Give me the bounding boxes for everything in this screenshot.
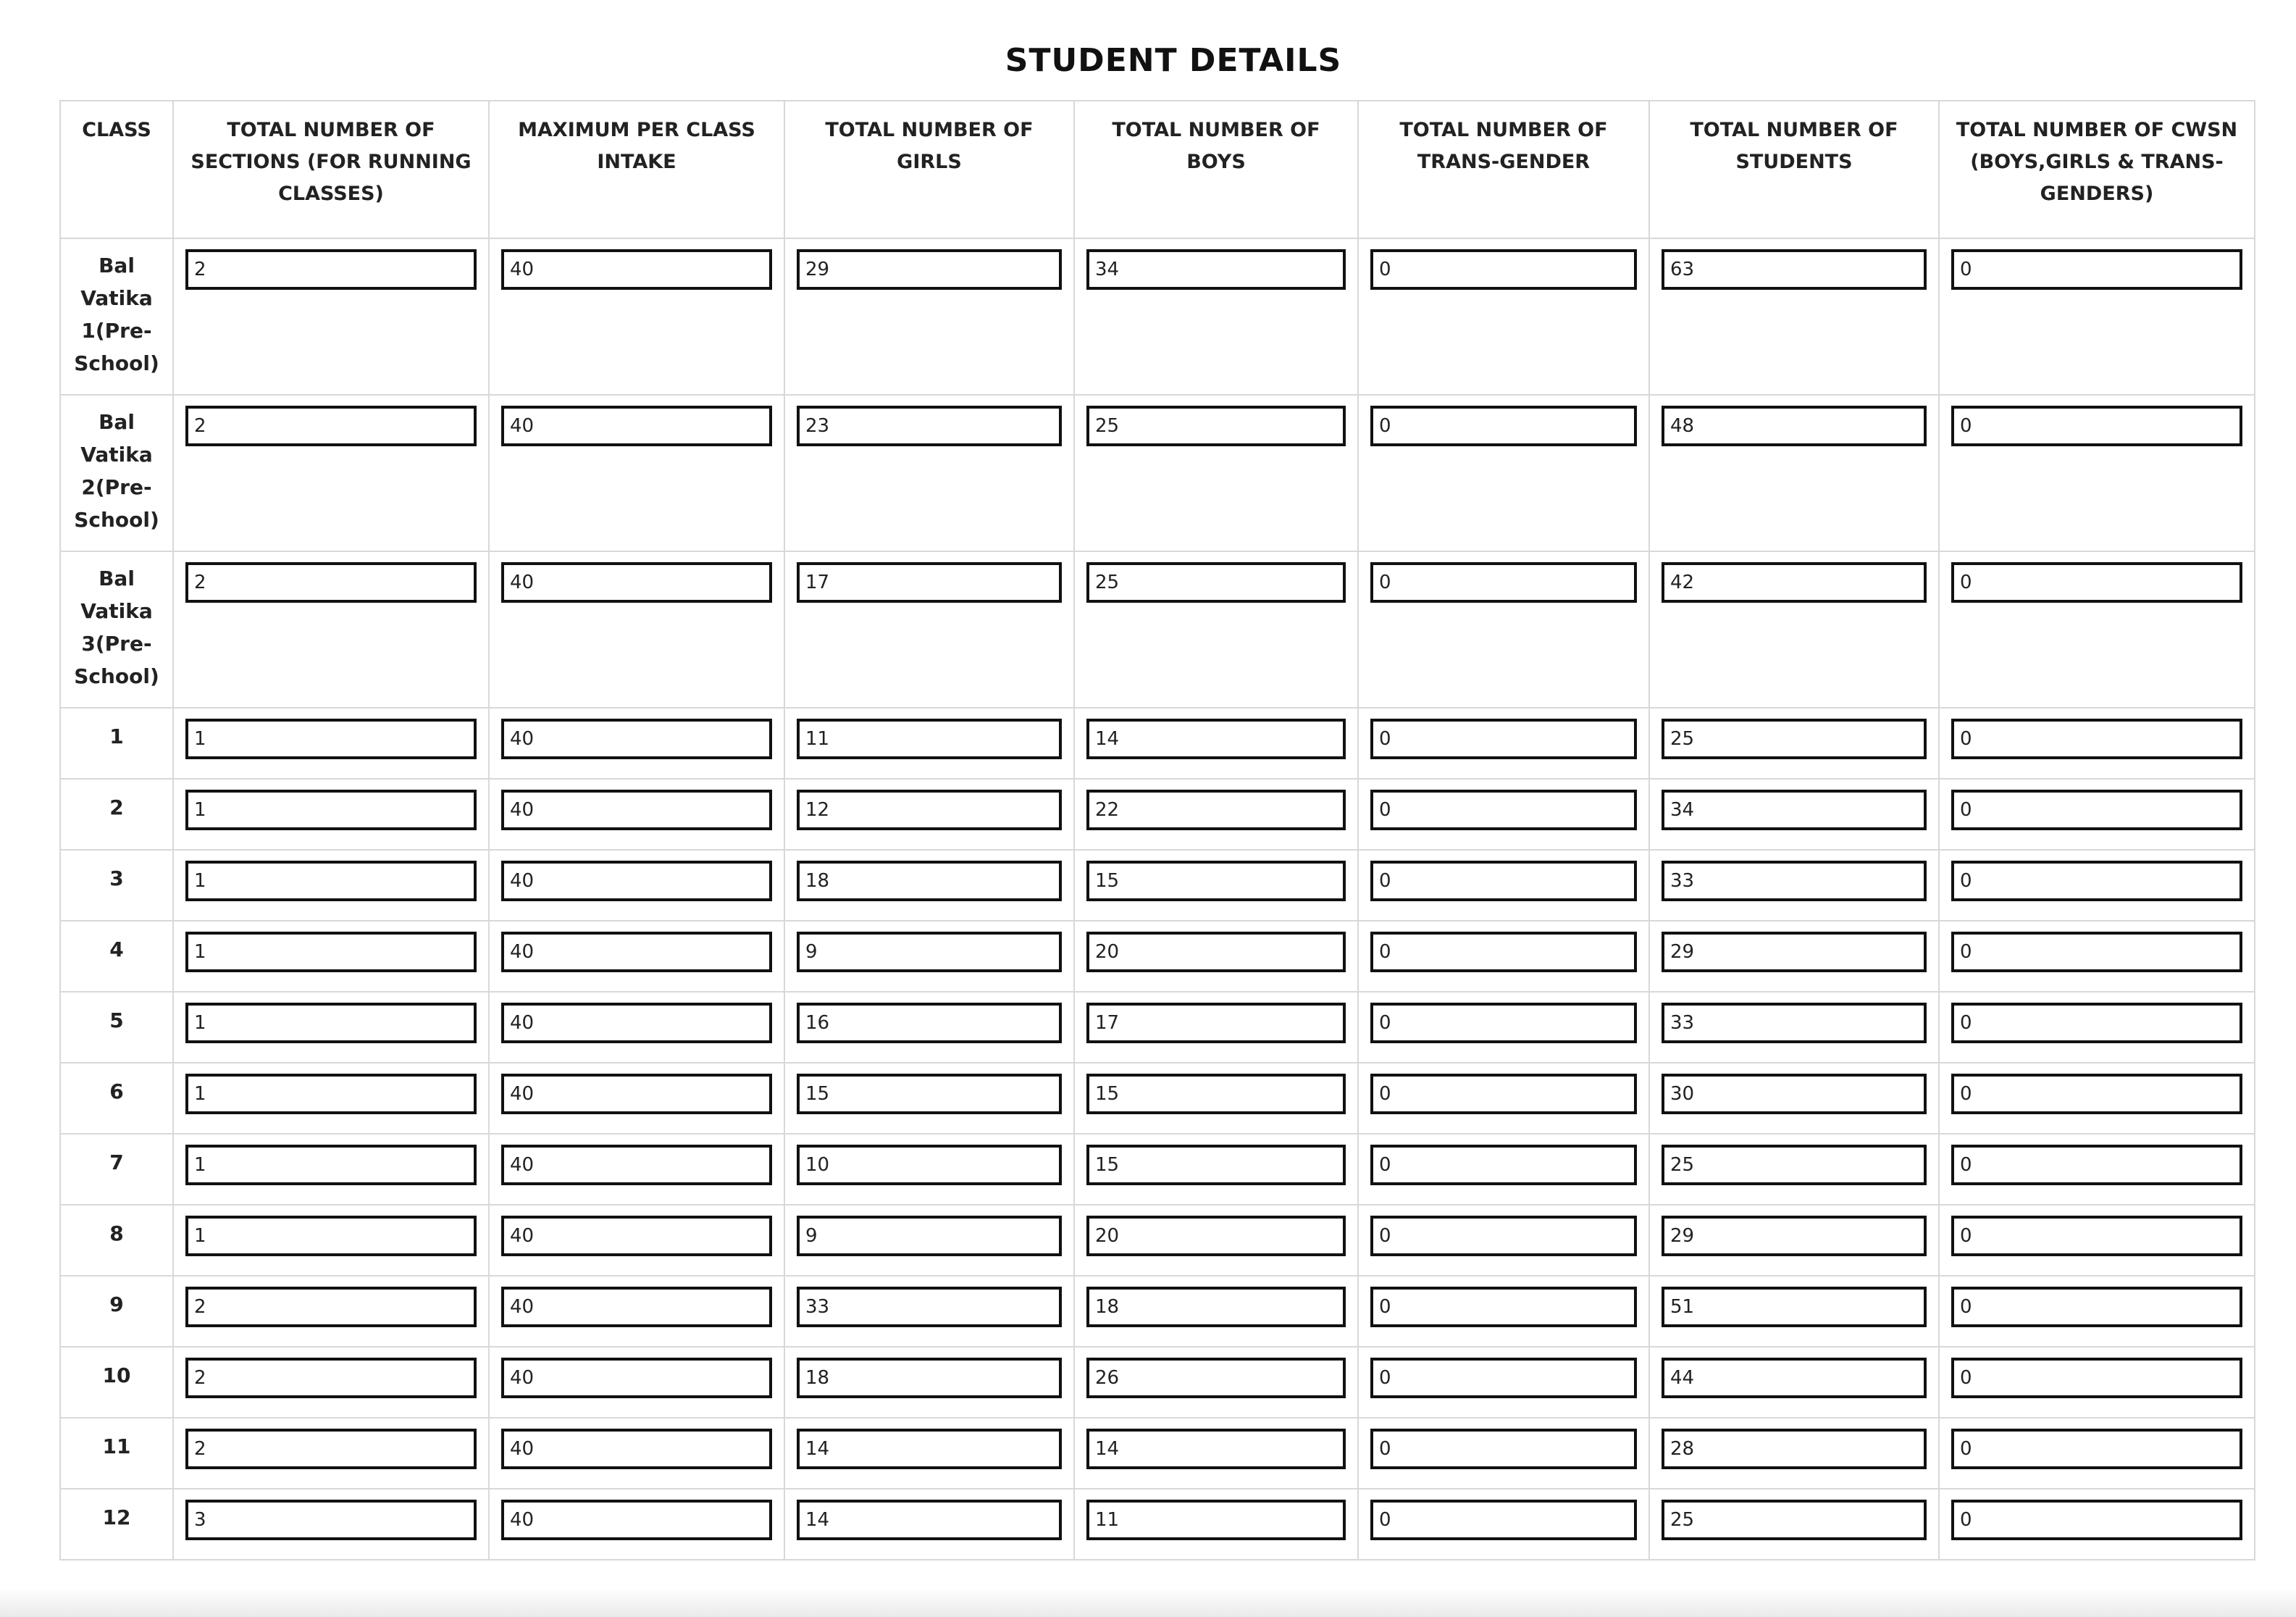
max-intake-input[interactable] [501,861,772,901]
cell-girls [784,708,1074,779]
transgender-input[interactable] [1370,1287,1637,1327]
cell-cwsn [1939,1063,2255,1134]
table-row [60,1418,2255,1489]
boys-input[interactable] [1086,1003,1346,1043]
max-intake-input[interactable] [501,562,772,603]
max-intake-input[interactable] [501,406,772,446]
cwsn-input[interactable] [1951,1358,2242,1398]
cell-boys [1074,779,1358,850]
cell-boys [1074,921,1358,992]
cell-girls [784,551,1074,708]
column-header-class: CLASS [60,101,173,238]
cell-max-intake [489,1063,784,1134]
transgender-input[interactable] [1370,1500,1637,1540]
cell-students [1649,1489,1939,1560]
class-label: 6 [60,1063,173,1134]
cwsn-input[interactable] [1951,932,2242,972]
cell-boys [1074,551,1358,708]
girls-input[interactable] [797,1003,1062,1043]
page-edge-shadow [0,1588,2296,1617]
cell-students [1649,238,1939,395]
sections-input[interactable] [185,1003,477,1043]
cell-sections [173,1489,489,1560]
sections-input[interactable] [185,1358,477,1398]
sections-input[interactable] [185,719,477,759]
sections-input[interactable] [185,1074,477,1114]
cell-girls [784,1063,1074,1134]
cell-cwsn [1939,238,2255,395]
cell-girls [784,1134,1074,1205]
cell-transgender [1358,921,1649,992]
students-input[interactable] [1662,1500,1927,1540]
cell-sections [173,395,489,551]
cell-girls [784,1489,1074,1560]
cell-girls [784,1205,1074,1276]
table-body [60,238,2255,1560]
table-row [60,1205,2255,1276]
student-details-table [59,100,2255,1560]
cell-boys [1074,1347,1358,1418]
column-header-transgender: TOTAL NUMBER OF TRANS-GENDER [1358,101,1649,238]
cell-girls [784,779,1074,850]
cell-boys [1074,1489,1358,1560]
transgender-input[interactable] [1370,861,1637,901]
max-intake-input[interactable] [501,790,772,830]
girls-input[interactable] [797,249,1062,290]
cell-cwsn [1939,395,2255,551]
sections-input[interactable] [185,1500,477,1540]
cell-students [1649,1134,1939,1205]
class-label: Bal Vatika 2(Pre-School) [60,395,173,551]
girls-input[interactable] [797,861,1062,901]
cell-boys [1074,992,1358,1063]
table-row [60,992,2255,1063]
boys-input[interactable] [1086,1216,1346,1256]
table-row [60,1134,2255,1205]
cwsn-input[interactable] [1951,562,2242,603]
class-label: Bal Vatika 3(Pre-School) [60,551,173,708]
class-label: 8 [60,1205,173,1276]
cwsn-input[interactable] [1951,1216,2242,1256]
table-row [60,1347,2255,1418]
cell-girls [784,850,1074,921]
cwsn-input[interactable] [1951,861,2242,901]
girls-input[interactable] [797,1429,1062,1469]
max-intake-input[interactable] [501,1500,772,1540]
cell-transgender [1358,1347,1649,1418]
cell-cwsn [1939,1134,2255,1205]
cell-transgender [1358,551,1649,708]
cell-max-intake [489,238,784,395]
cell-transgender [1358,1489,1649,1560]
transgender-input[interactable] [1370,932,1637,972]
class-label: 11 [60,1418,173,1489]
cell-girls [784,1276,1074,1347]
cell-transgender [1358,1063,1649,1134]
students-input[interactable] [1662,1287,1927,1327]
class-label: 1 [60,708,173,779]
cell-girls [784,992,1074,1063]
max-intake-input[interactable] [501,1429,772,1469]
boys-input[interactable] [1086,1429,1346,1469]
class-label: 2 [60,779,173,850]
cell-sections [173,1347,489,1418]
cell-boys [1074,1276,1358,1347]
cell-max-intake [489,779,784,850]
girls-input[interactable] [797,719,1062,759]
boys-input[interactable] [1086,562,1346,603]
sections-input[interactable] [185,861,477,901]
max-intake-input[interactable] [501,249,772,290]
cell-cwsn [1939,551,2255,708]
cwsn-input[interactable] [1951,790,2242,830]
students-input[interactable] [1662,1074,1927,1114]
cell-transgender [1358,708,1649,779]
cell-students [1649,708,1939,779]
transgender-input[interactable] [1370,562,1637,603]
cell-sections [173,708,489,779]
students-input[interactable] [1662,1003,1927,1043]
max-intake-input[interactable] [501,1003,772,1043]
cell-boys [1074,850,1358,921]
cell-sections [173,1134,489,1205]
cwsn-input[interactable] [1951,719,2242,759]
cell-students [1649,921,1939,992]
cell-transgender [1358,779,1649,850]
cell-transgender [1358,1205,1649,1276]
cell-sections [173,779,489,850]
transgender-input[interactable] [1370,1145,1637,1185]
max-intake-input[interactable] [501,1216,772,1256]
class-label: Bal Vatika 1(Pre-School) [60,238,173,395]
sections-input[interactable] [185,249,477,290]
cell-students [1649,779,1939,850]
cell-boys [1074,238,1358,395]
cell-girls [784,921,1074,992]
cell-transgender [1358,1134,1649,1205]
transgender-input[interactable] [1370,1216,1637,1256]
students-input[interactable] [1662,1358,1927,1398]
girls-input[interactable] [797,932,1062,972]
cell-transgender [1358,238,1649,395]
cell-sections [173,1063,489,1134]
cell-sections [173,921,489,992]
table-row [60,1276,2255,1347]
max-intake-input[interactable] [501,1287,772,1327]
class-label: 12 [60,1489,173,1560]
cell-boys [1074,1063,1358,1134]
girls-input[interactable] [797,1074,1062,1114]
cell-sections [173,1205,489,1276]
class-label: 9 [60,1276,173,1347]
cell-cwsn [1939,779,2255,850]
cell-students [1649,395,1939,551]
cell-transgender [1358,850,1649,921]
boys-input[interactable] [1086,790,1346,830]
cell-cwsn [1939,992,2255,1063]
cell-transgender [1358,992,1649,1063]
transgender-input[interactable] [1370,790,1637,830]
cell-students [1649,992,1939,1063]
cell-sections [173,850,489,921]
cell-sections [173,551,489,708]
max-intake-input[interactable] [501,1074,772,1114]
class-label: 3 [60,850,173,921]
cwsn-input[interactable] [1951,1429,2242,1469]
boys-input[interactable] [1086,406,1346,446]
class-label: 4 [60,921,173,992]
cell-max-intake [489,708,784,779]
max-intake-input[interactable] [501,719,772,759]
cwsn-input[interactable] [1951,1500,2242,1540]
page-title: STUDENT DETAILS [1005,42,1342,79]
girls-input[interactable] [797,1145,1062,1185]
column-header-cwsn: TOTAL NUMBER OF CWSN (BOYS,GIRLS & TRANS-GENDERS) [1939,101,2255,238]
cell-boys [1074,1205,1358,1276]
cell-students [1649,1063,1939,1134]
cell-cwsn [1939,1489,2255,1560]
table-row [60,238,2255,395]
max-intake-input[interactable] [501,932,772,972]
max-intake-input[interactable] [501,1145,772,1185]
cell-boys [1074,1418,1358,1489]
cell-girls [784,238,1074,395]
cell-girls [784,395,1074,551]
max-intake-input[interactable] [501,1358,772,1398]
cell-cwsn [1939,1418,2255,1489]
sections-input[interactable] [185,1287,477,1327]
cell-max-intake [489,1347,784,1418]
cell-max-intake [489,850,784,921]
cell-students [1649,551,1939,708]
students-input[interactable] [1662,790,1927,830]
cell-cwsn [1939,1276,2255,1347]
girls-input[interactable] [797,1358,1062,1398]
girls-input[interactable] [797,1216,1062,1256]
cell-sections [173,992,489,1063]
class-label: 5 [60,992,173,1063]
cwsn-input[interactable] [1951,1003,2242,1043]
students-input[interactable] [1662,1145,1927,1185]
students-input[interactable] [1662,932,1927,972]
sections-input[interactable] [185,562,477,603]
cwsn-input[interactable] [1951,406,2242,446]
cell-cwsn [1939,921,2255,992]
cell-sections [173,1276,489,1347]
cell-max-intake [489,1276,784,1347]
cell-max-intake [489,1205,784,1276]
boys-input[interactable] [1086,1074,1346,1114]
header-row [60,101,2255,238]
cell-cwsn [1939,708,2255,779]
table-row [60,1063,2255,1134]
boys-input[interactable] [1086,1500,1346,1540]
cell-students [1649,1347,1939,1418]
column-header-students: TOTAL NUMBER OF STUDENTS [1649,101,1939,238]
cell-students [1649,1418,1939,1489]
students-input[interactable] [1662,1216,1927,1256]
cell-cwsn [1939,850,2255,921]
class-label: 10 [60,1347,173,1418]
cell-girls [784,1347,1074,1418]
boys-input[interactable] [1086,1358,1346,1398]
students-input[interactable] [1662,1429,1927,1469]
column-header-max-intake: MAXIMUM PER CLASS INTAKE [489,101,784,238]
cell-sections [173,238,489,395]
sections-input[interactable] [185,1216,477,1256]
class-label: 7 [60,1134,173,1205]
girls-input[interactable] [797,1500,1062,1540]
students-input[interactable] [1662,861,1927,901]
table-row [60,850,2255,921]
column-header-sections: TOTAL NUMBER OF SECTIONS (FOR RUNNING CLASSES) [173,101,489,238]
cell-students [1649,1205,1939,1276]
table-row [60,708,2255,779]
boys-input[interactable] [1086,719,1346,759]
cell-cwsn [1939,1347,2255,1418]
cell-max-intake [489,551,784,708]
cell-boys [1074,1134,1358,1205]
sections-input[interactable] [185,932,477,972]
students-input[interactable] [1662,249,1927,290]
cwsn-input[interactable] [1951,249,2242,290]
transgender-input[interactable] [1370,1074,1637,1114]
boys-input[interactable] [1086,861,1346,901]
cell-max-intake [489,1489,784,1560]
table-row [60,779,2255,850]
girls-input[interactable] [797,406,1062,446]
transgender-input[interactable] [1370,1358,1637,1398]
cell-max-intake [489,1418,784,1489]
transgender-input[interactable] [1370,249,1637,290]
cell-boys [1074,395,1358,551]
boys-input[interactable] [1086,932,1346,972]
cell-boys [1074,708,1358,779]
cell-students [1649,850,1939,921]
cell-max-intake [489,395,784,551]
students-input[interactable] [1662,719,1927,759]
cell-students [1649,1276,1939,1347]
cell-transgender [1358,395,1649,551]
cwsn-input[interactable] [1951,1074,2242,1114]
column-header-boys: TOTAL NUMBER OF BOYS [1074,101,1358,238]
cell-cwsn [1939,1205,2255,1276]
cell-transgender [1358,1418,1649,1489]
transgender-input[interactable] [1370,1429,1637,1469]
girls-input[interactable] [797,1287,1062,1327]
transgender-input[interactable] [1370,1003,1637,1043]
cwsn-input[interactable] [1951,1145,2242,1185]
cwsn-input[interactable] [1951,1287,2242,1327]
students-input[interactable] [1662,406,1927,446]
cell-max-intake [489,921,784,992]
cell-max-intake [489,1134,784,1205]
cell-max-intake [489,992,784,1063]
sections-input[interactable] [185,790,477,830]
table-row [60,551,2255,708]
girls-input[interactable] [797,562,1062,603]
table-row [60,1489,2255,1560]
boys-input[interactable] [1086,1145,1346,1185]
sections-input[interactable] [185,1429,477,1469]
transgender-input[interactable] [1370,719,1637,759]
column-header-girls: TOTAL NUMBER OF GIRLS [784,101,1074,238]
cell-sections [173,1418,489,1489]
sections-input[interactable] [185,406,477,446]
sections-input[interactable] [185,1145,477,1185]
transgender-input[interactable] [1370,406,1637,446]
boys-input[interactable] [1086,249,1346,290]
girls-input[interactable] [797,790,1062,830]
table-row [60,395,2255,551]
boys-input[interactable] [1086,1287,1346,1327]
cell-girls [784,1418,1074,1489]
cell-transgender [1358,1276,1649,1347]
table-row [60,921,2255,992]
students-input[interactable] [1662,562,1927,603]
